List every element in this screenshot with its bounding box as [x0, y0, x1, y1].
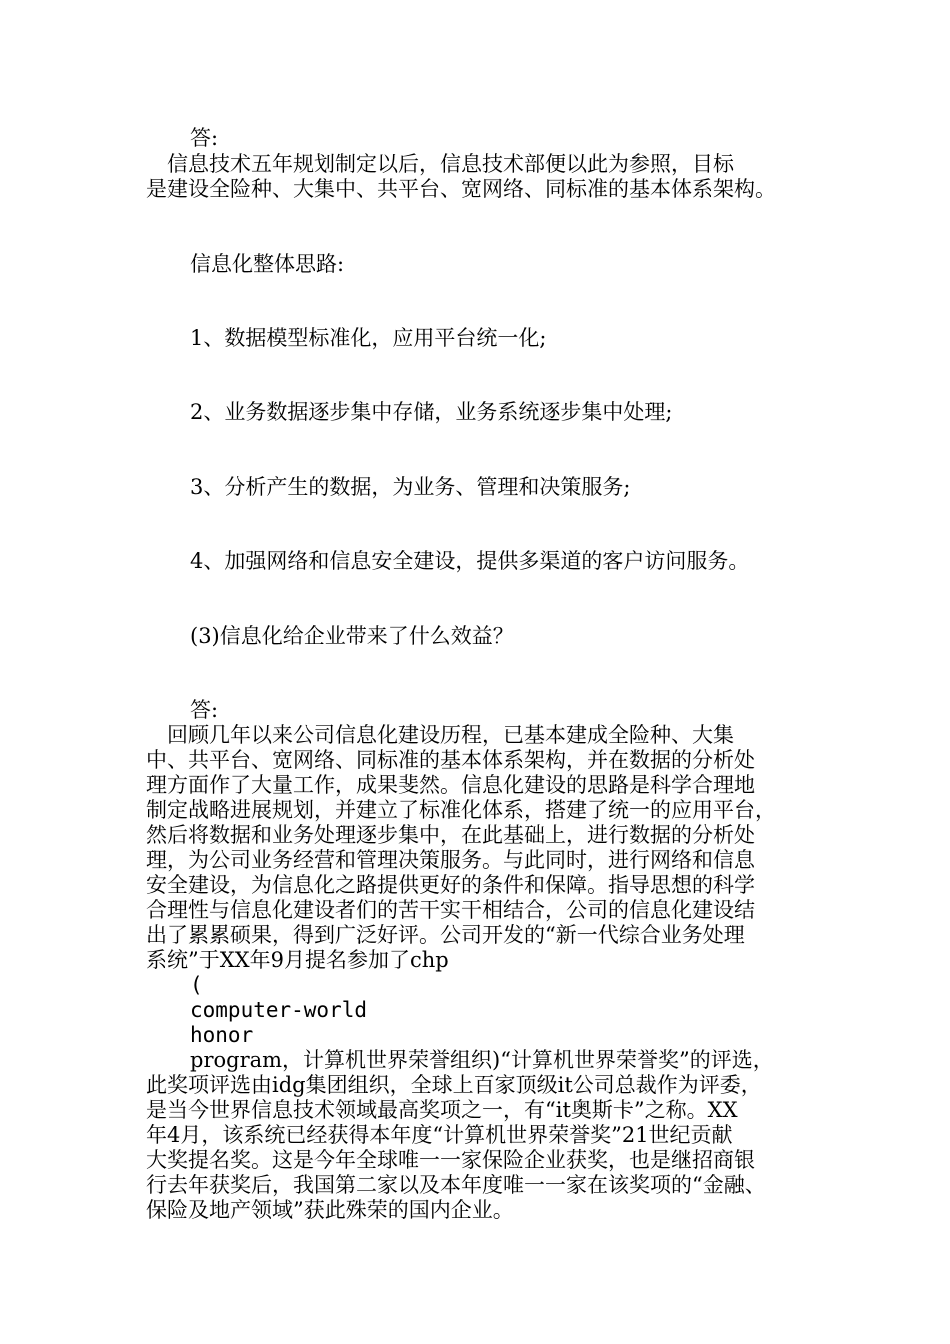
tail-line-6: 行去年获奖后，我国第二家以及本年度唯一一家在该奖项的“金融、 [146, 1173, 766, 1197]
tail-line-2: 此奖项评选由idg集团组织，全球上百家顶级it公司总裁作为评委， [146, 1073, 762, 1097]
answer-label-2: 答: [190, 698, 219, 722]
body-line-2: 中、共平台、宽网络、同标准的基本体系架构，并在数据的分析处 [146, 748, 755, 772]
tail-line-3: 是当今世界信息技术领域最高奖项之一，有“it奥斯卡”之称。XX [146, 1098, 738, 1122]
tail-line-7: 保险及地产领域”获此殊荣的国内企业。 [146, 1198, 514, 1222]
split-line-computer-world: computer-world [190, 998, 368, 1022]
split-line-paren: ( [190, 973, 203, 997]
body-line-6: 理，为公司业务经营和管理决策服务。与此同时，进行网络和信息 [146, 848, 755, 872]
tail-line-1: program，计算机世界荣誉组织)“计算机世界荣誉奖”的评选， [190, 1048, 774, 1072]
answer-label-1: 答: [190, 126, 219, 150]
approach-item-3: 3、分析产生的数据，为业务、管理和决策服务; [190, 475, 631, 499]
body-line-1: 回顾几年以来公司信息化建设历程，已基本建成全险种、大集 [146, 723, 734, 747]
body-line-10: 系统”于XX年9月提名参加了chp [146, 948, 449, 972]
approach-heading: 信息化整体思路: [190, 252, 345, 276]
approach-item-1: 1、数据模型标准化，应用平台统一化; [190, 326, 547, 350]
body-line-9: 出了累累硕果，得到广泛好评。公司开发的“新一代综合业务处理 [146, 923, 745, 947]
body-line-3: 理方面作了大量工作，成果斐然。信息化建设的思路是科学合理地 [146, 773, 755, 797]
body-line-4: 制定战略进展规划，并建立了标准化体系，搭建了统一的应用平台， [146, 798, 776, 822]
intro-line-2: 是建设全险种、大集中、共平台、宽网络、同标准的基本体系架构。 [146, 177, 776, 201]
tail-line-4: 年4月，该系统已经获得本年度“计算机世界荣誉奖”21世纪贡献 [146, 1123, 733, 1147]
approach-item-2: 2、业务数据逐步集中存储，业务系统逐步集中处理; [190, 400, 673, 424]
approach-item-4: 4、加强网络和信息安全建设，提供多渠道的客户访问服务。 [190, 549, 750, 573]
intro-line-1: 信息技术五年规划制定以后，信息技术部便以此为参照，目标 [146, 152, 734, 176]
question-heading: (3)信息化给企业带来了什么效益？ [190, 624, 514, 648]
body-line-8: 合理性与信息化建设者们的苦干实干相结合，公司的信息化建设结 [146, 898, 755, 922]
body-line-7: 安全建设，为信息化之路提供更好的条件和保障。指导思想的科学 [146, 873, 755, 897]
split-line-honor: honor [190, 1023, 254, 1047]
body-line-5: 然后将数据和业务处理逐步集中，在此基础上，进行数据的分析处 [146, 823, 755, 847]
tail-line-5: 大奖提名奖。这是今年全球唯一一家保险企业获奖，也是继招商银 [146, 1148, 755, 1172]
